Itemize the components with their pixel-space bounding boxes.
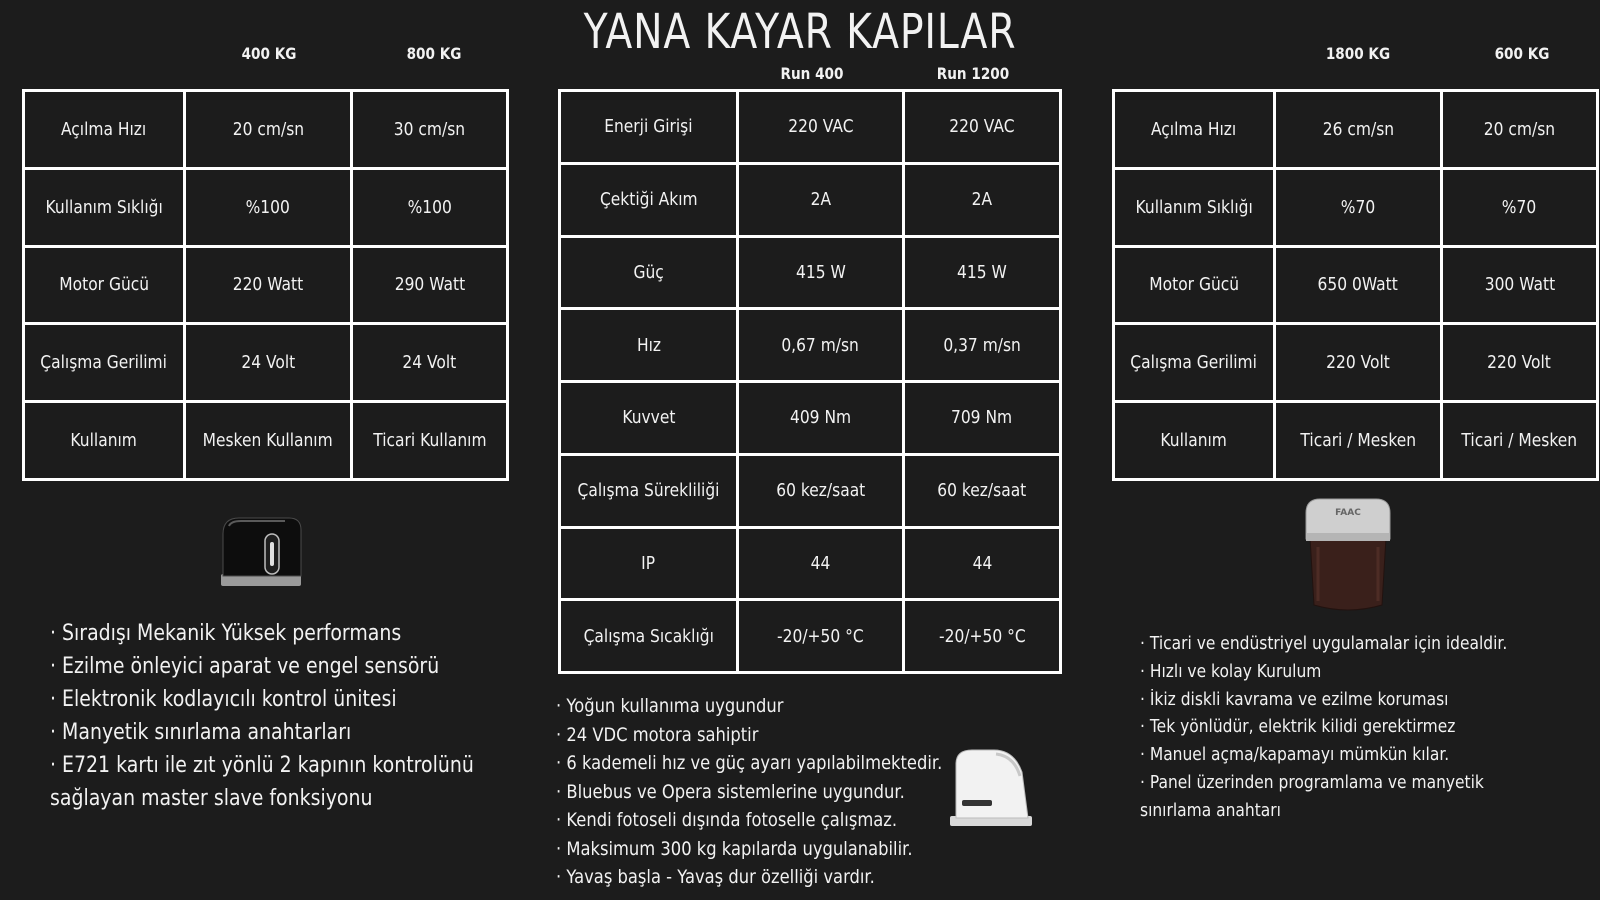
spec-value-cell	[185, 91, 352, 169]
spec-value: 24 Volt	[241, 352, 295, 374]
spec-value: 290 Watt	[394, 274, 465, 296]
spec-value-cell	[738, 236, 904, 309]
spec-label-cell	[1114, 402, 1275, 480]
spec-value-cell	[1442, 324, 1598, 402]
feature-item	[556, 721, 1005, 750]
black-sliding-gate-motor-icon	[215, 512, 307, 602]
feature-text: · Tek yönlüdür, elektrik kilidi gerektirmez	[1140, 716, 1456, 738]
center-feature-list	[556, 692, 1005, 892]
spec-value-cell	[738, 454, 904, 527]
spec-value: %70	[1340, 196, 1376, 218]
spec-value: 709 Nm	[951, 407, 1013, 429]
feature-item	[556, 692, 1005, 721]
spec-value-cell	[185, 168, 352, 246]
feature-text: · Ticari ve endüstriyel uygulamalar için idealdir.	[1140, 633, 1508, 654]
spec-row	[560, 163, 1061, 236]
feature-text: · Bluebus ve Opera sistemlerine uygundur.	[556, 780, 905, 803]
spec-label-cell	[560, 527, 738, 600]
left-feature-list	[50, 617, 543, 815]
spec-value: 220 Volt	[1487, 352, 1552, 374]
spec-value-cell	[904, 382, 1061, 455]
spec-value-cell	[352, 402, 508, 480]
spec-label: Kullanım	[1160, 430, 1228, 452]
spec-value-cell	[1275, 324, 1442, 402]
spec-row	[1114, 246, 1598, 324]
spec-label-cell	[24, 402, 185, 480]
spec-label: Enerji Girişi	[604, 116, 693, 138]
spec-value: %100	[407, 196, 452, 218]
feature-text: · İkiz diskli kavrama ve ezilme koruması	[1140, 688, 1449, 710]
spec-value-cell	[1442, 91, 1598, 169]
spec-value: Ticari Kullanım	[372, 430, 487, 452]
spec-row	[24, 168, 508, 246]
spec-row	[560, 236, 1061, 309]
spec-row	[560, 382, 1061, 455]
feature-item	[50, 683, 543, 716]
spec-value-cell	[352, 246, 508, 324]
spec-value: 415 W	[795, 261, 846, 283]
feature-text: · Kendi fotoseli dışında fotoselle çalışmaz.	[556, 809, 898, 831]
center-column-header-1: Run 400	[780, 64, 844, 83]
feature-item	[556, 778, 1005, 807]
spec-value: 0,67 m/sn	[781, 334, 860, 356]
feature-text: sağlayan master slave fonksiyonu	[50, 786, 373, 811]
feature-item	[50, 749, 543, 782]
spec-value: 415 W	[957, 261, 1007, 283]
spec-label: Kullanım Sıklığı	[1135, 196, 1253, 218]
feature-item	[50, 617, 543, 650]
spec-label: Güç	[633, 261, 664, 283]
right-column-header-1: 1800 KG	[1325, 44, 1391, 63]
spec-label: Motor Gücü	[1149, 274, 1239, 296]
spec-value: -20/+50 °C	[938, 625, 1026, 647]
spec-value: %70	[1502, 196, 1537, 218]
spec-label-cell	[1114, 246, 1275, 324]
spec-value: 60 kez/saat	[775, 480, 866, 502]
feature-text: · Elektronik kodlayıcılı kontrol ünitesi	[50, 687, 397, 712]
spec-row	[1114, 168, 1598, 246]
spec-label: Kullanım Sıklığı	[45, 196, 163, 218]
spec-value: 0,37 m/sn	[943, 334, 1021, 356]
spec-value: 30 cm/sn	[393, 118, 466, 140]
spec-value-cell	[738, 309, 904, 382]
spec-value-cell	[738, 600, 904, 673]
spec-value-cell	[1442, 168, 1598, 246]
spec-value-cell	[1275, 91, 1442, 169]
spec-value-cell	[352, 324, 508, 402]
spec-value: Ticari / Mesken	[1461, 430, 1578, 452]
feature-text: · Yavaş başla - Yavaş dur özelliği vardır.	[556, 866, 875, 888]
right-feature-list	[1140, 630, 1567, 825]
feature-text: · Panel üzerinden programlama ve manyetik	[1140, 771, 1484, 793]
spec-label: Açılma Hızı	[1151, 118, 1237, 140]
spec-value: %100	[245, 196, 291, 218]
feature-item	[556, 835, 1005, 864]
feature-item	[1140, 658, 1567, 686]
spec-value-cell	[904, 454, 1061, 527]
white-sliding-gate-motor-icon	[948, 746, 1034, 832]
spec-value: 20 cm/sn	[1483, 118, 1556, 140]
feature-item	[50, 650, 543, 683]
spec-value: 26 cm/sn	[1322, 118, 1394, 140]
spec-value: 20 cm/sn	[232, 118, 304, 140]
spec-label: IP	[641, 552, 656, 574]
spec-label-cell	[560, 382, 738, 455]
spec-row	[560, 454, 1061, 527]
spec-value: 2A	[971, 189, 993, 211]
heavy-duty-gate-motor-icon	[1300, 493, 1396, 617]
spec-value: 220 VAC	[949, 116, 1015, 138]
spec-value-cell	[904, 91, 1061, 164]
feature-text: · Manuel açma/kapamayı mümkün kılar.	[1140, 744, 1450, 766]
spec-label: Çektiği Akım	[599, 189, 698, 211]
spec-value-cell	[904, 527, 1061, 600]
spec-value-cell	[1275, 246, 1442, 324]
feature-item	[50, 782, 543, 815]
feature-item	[50, 716, 543, 749]
spec-row	[24, 402, 508, 480]
spec-value: 220 Volt	[1326, 352, 1390, 374]
feature-item	[556, 806, 1005, 835]
spec-value-cell	[352, 91, 508, 169]
spec-label: Kuvvet	[621, 407, 676, 429]
spec-label-cell	[1114, 91, 1275, 169]
feature-item	[1140, 630, 1567, 658]
spec-value: 24 Volt	[402, 352, 457, 374]
spec-label: Çalışma Sıcaklığı	[583, 625, 714, 647]
spec-value-cell	[1275, 168, 1442, 246]
spec-row	[1114, 91, 1598, 169]
spec-value-cell	[185, 402, 352, 480]
feature-text: sınırlama anahtarı	[1140, 799, 1281, 821]
spec-label-cell	[24, 246, 185, 324]
spec-label-cell	[560, 454, 738, 527]
spec-label: Açılma Hızı	[61, 118, 147, 140]
feature-text: · Manyetik sınırlama anahtarları	[50, 720, 352, 745]
spec-label-cell	[24, 91, 185, 169]
feature-item	[1140, 686, 1567, 714]
feature-text: · Hızlı ve kolay Kurulum	[1140, 660, 1322, 682]
spec-value: 409 Nm	[789, 407, 852, 429]
spec-value-cell	[352, 168, 508, 246]
spec-value-cell	[738, 527, 904, 600]
spec-value: 220 VAC	[787, 116, 854, 138]
spec-value-cell	[904, 236, 1061, 309]
spec-value-cell	[904, 600, 1061, 673]
spec-label-cell	[24, 324, 185, 402]
page-title: YANA KAYAR KAPILAR	[583, 4, 1017, 60]
spec-label: Motor Gücü	[59, 274, 149, 296]
spec-label-cell	[560, 236, 738, 309]
spec-value: Mesken Kullanım	[202, 430, 334, 452]
right-spec-table	[1112, 89, 1599, 481]
feature-item	[1140, 713, 1567, 741]
spec-value-cell	[904, 163, 1061, 236]
spec-label: Hız	[636, 334, 661, 356]
spec-value: -20/+50 °C	[777, 625, 864, 647]
spec-value-cell	[1442, 246, 1598, 324]
spec-label-cell	[1114, 324, 1275, 402]
left-spec-table	[22, 89, 509, 481]
feature-item	[556, 749, 1005, 778]
spec-value-cell	[185, 324, 352, 402]
feature-text: · Ezilme önleyici aparat ve engel sensörü	[50, 654, 440, 679]
center-column-header-2: Run 1200	[936, 64, 1010, 83]
spec-row	[24, 324, 508, 402]
spec-value: 44	[972, 552, 992, 574]
spec-row	[24, 246, 508, 324]
spec-value: 300 Watt	[1484, 274, 1555, 296]
spec-value-cell	[738, 382, 904, 455]
left-column-header-2: 800 KG	[406, 44, 462, 63]
spec-value-cell	[1442, 402, 1598, 480]
spec-row	[1114, 324, 1598, 402]
feature-item	[1140, 741, 1567, 769]
spec-row	[560, 309, 1061, 382]
spec-row	[24, 91, 508, 169]
spec-row	[560, 527, 1061, 600]
feature-item	[1140, 769, 1567, 797]
feature-text: · 24 VDC motora sahiptir	[556, 723, 759, 746]
spec-value-cell	[738, 91, 904, 164]
spec-label-cell	[560, 309, 738, 382]
feature-text: · Sıradışı Mekanik Yüksek performans	[50, 621, 402, 646]
spec-label-cell	[560, 91, 738, 164]
feature-text: · Maksimum 300 kg kapılarda uygulanabilir.	[556, 837, 913, 860]
spec-label: Çalışma Gerilimi	[40, 352, 168, 374]
feature-text: · Yoğun kullanıma uygundur	[556, 695, 784, 717]
spec-value: 2A	[810, 189, 831, 211]
feature-item	[556, 863, 1005, 892]
faac-logo: FAAC	[1335, 508, 1361, 518]
spec-row	[1114, 402, 1598, 480]
spec-value: 220 Watt	[232, 274, 304, 296]
left-column-header-1: 400 KG	[241, 44, 297, 63]
spec-label-cell	[560, 163, 738, 236]
spec-label: Çalışma Gerilimi	[1130, 352, 1258, 374]
spec-value-cell	[904, 309, 1061, 382]
spec-row	[560, 91, 1061, 164]
center-spec-table	[558, 89, 1062, 674]
spec-value: 44	[810, 552, 831, 574]
spec-label: Kullanım	[70, 430, 138, 452]
feature-text: · E721 kartı ile zıt yönlü 2 kapının kontrolünü	[50, 753, 474, 778]
spec-label-cell	[560, 600, 738, 673]
spec-value: 60 kez/saat	[937, 480, 1027, 502]
spec-label: Çalışma Sürekliliği	[577, 480, 720, 502]
feature-text: · 6 kademeli hız ve güç ayarı yapılabilmektedir.	[556, 752, 943, 774]
spec-row	[560, 600, 1061, 673]
spec-value: Ticari / Mesken	[1300, 430, 1416, 452]
spec-label-cell	[1114, 168, 1275, 246]
spec-value-cell	[1275, 402, 1442, 480]
feature-item	[1140, 797, 1567, 825]
spec-label-cell	[24, 168, 185, 246]
spec-value: 650 0Watt	[1317, 274, 1399, 296]
spec-value-cell	[738, 163, 904, 236]
spec-value-cell	[185, 246, 352, 324]
right-column-header-2: 600 KG	[1494, 44, 1550, 63]
